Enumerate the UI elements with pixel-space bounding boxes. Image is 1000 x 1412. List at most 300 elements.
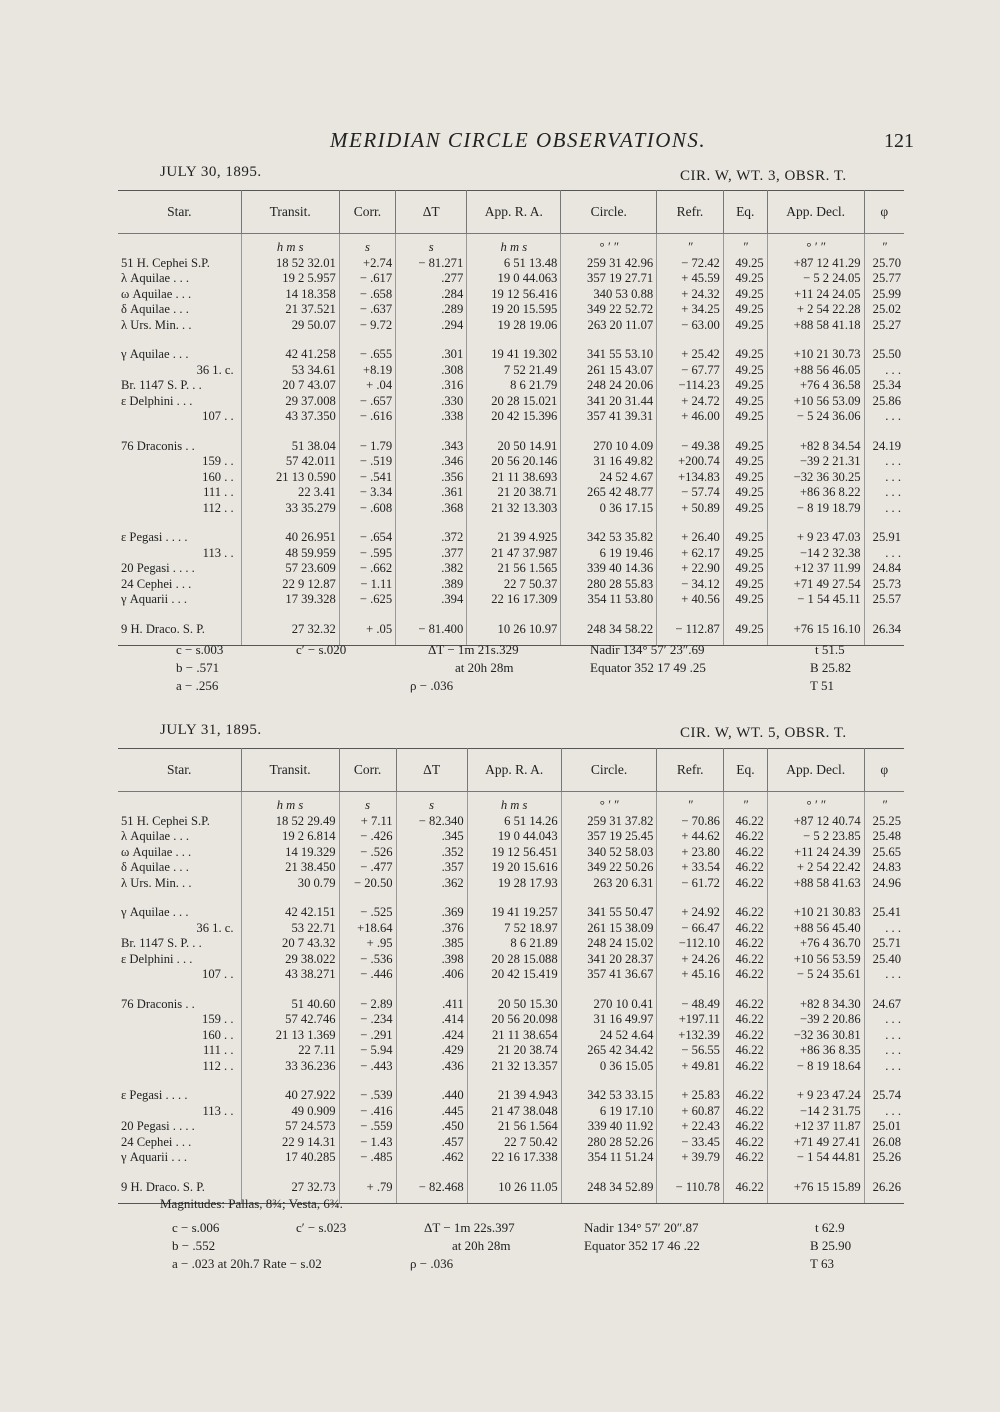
cell-phi: 25.73 <box>872 576 901 591</box>
cell-corr: − .559 <box>360 1119 393 1133</box>
cell-delta-t: .362 <box>441 875 464 890</box>
cell-circle: 0 36 15.05 <box>599 1058 654 1073</box>
s2-t: t 62.9 <box>815 1220 845 1235</box>
cell-corr: − 2.89 <box>360 996 393 1011</box>
cell-transit: 33 35.279 <box>285 500 336 515</box>
cell-star: 24 Cephei . . . <box>121 1134 192 1149</box>
cell-corr: − .234 <box>360 1012 393 1026</box>
cell-eq: 46.22 <box>735 1012 764 1026</box>
cell-refr: + 33.54 <box>681 860 720 874</box>
cell-star: 113 . . <box>202 1103 234 1118</box>
cell-app-decl: + 2 54 22.28 <box>796 302 861 316</box>
cell-eq: 49.25 <box>735 362 764 377</box>
running-title: MERIDIAN CIRCLE OBSERVATIONS. <box>330 128 707 152</box>
s2-c: c − s.006 <box>172 1220 220 1235</box>
cell-star: 111 . . <box>202 1043 234 1057</box>
cell-phi: 24.83 <box>872 860 901 874</box>
cell-circle: 339 40 14.36 <box>587 561 654 575</box>
column-header-transit: Transit. <box>241 191 339 234</box>
section2-setup: CIR. W, WT. 5, OBSR. T. <box>680 725 847 741</box>
cell-delta-t: .424 <box>441 1027 464 1042</box>
column-star <box>118 814 241 1204</box>
cell-app-ra: 20 50 15.30 <box>497 996 558 1011</box>
cell-app-ra: 20 28 15.088 <box>491 951 558 966</box>
cell-transit: 42 41.258 <box>285 347 336 361</box>
cell-delta-t: .457 <box>441 1134 464 1149</box>
cell-circle: 357 41 39.31 <box>587 409 654 423</box>
s2-at: at 20h 28m <box>452 1238 511 1253</box>
cell-app-decl: −32 36 30.81 <box>793 1027 861 1042</box>
cell-transit: 22 9 12.87 <box>282 576 336 591</box>
cell-eq: 49.25 <box>735 393 764 408</box>
cell-circle: 340 52 58.03 <box>587 844 654 859</box>
cell-eq: 46.22 <box>735 1088 764 1102</box>
cell-delta-t: .445 <box>441 1103 464 1118</box>
unit-label-eq: ″ <box>723 792 767 814</box>
cell-circle: 261 15 43.07 <box>587 362 654 377</box>
cell-phi: 25.25 <box>872 813 901 828</box>
cell-corr: − .485 <box>360 1150 393 1164</box>
cell-transit: 43 38.271 <box>285 967 336 981</box>
cell-delta-t: .377 <box>441 545 464 560</box>
cell-delta-t: .284 <box>441 286 464 301</box>
cell-circle: 263 20 6.31 <box>593 875 654 890</box>
cell-star: 51 H. Cephei S.P. <box>121 255 210 270</box>
cell-corr: − .608 <box>359 500 393 515</box>
s2-rho: ρ − .036 <box>410 1256 454 1271</box>
s1-equator: Equator 352 17 49 .25 <box>590 660 706 675</box>
s2-delta-t: ΔT − 1m 22s.397 <box>424 1220 515 1235</box>
cell-app-ra: 20 42 15.396 <box>491 409 558 423</box>
cell-app-decl: +88 58 41.18 <box>793 317 861 332</box>
cell-star: Br. 1147 S. P. . . <box>121 936 202 950</box>
cell-phi: . . . <box>885 920 901 935</box>
column-header-phi: φ <box>864 749 904 792</box>
column-app-decl <box>767 256 864 646</box>
cell-eq: 49.25 <box>735 317 764 332</box>
cell-refr: +200.74 <box>678 454 720 468</box>
cell-circle: 339 40 11.92 <box>587 1119 654 1133</box>
cell-app-decl: +76 4 36.58 <box>799 378 861 392</box>
cell-delta-t: − 82.468 <box>418 1179 464 1194</box>
cell-transit: 22 7.11 <box>298 1043 336 1057</box>
cell-refr: + 24.92 <box>681 905 720 919</box>
cell-phi: 25.74 <box>872 1088 901 1102</box>
cell-circle: 31 16 49.97 <box>593 1012 654 1026</box>
cell-refr: −112.10 <box>678 936 720 950</box>
column-app-ra <box>467 256 561 646</box>
cell-corr: + .05 <box>366 621 393 636</box>
column-delta-t <box>396 814 467 1204</box>
cell-delta-t: .345 <box>441 829 464 843</box>
cell-corr: − .443 <box>360 1058 393 1073</box>
cell-star: 20 Pegasi . . . . <box>121 1119 195 1133</box>
cell-eq: 46.22 <box>735 1134 764 1149</box>
cell-phi: 26.34 <box>872 621 901 636</box>
unit-label-circle: ° ′ ″ <box>561 234 657 256</box>
unit-label-eq: ″ <box>723 234 767 256</box>
cell-refr: + 50.89 <box>681 500 720 515</box>
cell-phi: 25.01 <box>872 1119 901 1133</box>
cell-phi: 25.26 <box>872 1150 901 1164</box>
cell-corr: − .617 <box>359 271 393 285</box>
cell-app-ra: 22 16 17.309 <box>491 592 558 606</box>
cell-eq: 46.22 <box>735 1179 764 1194</box>
cell-eq: 46.22 <box>735 1103 764 1118</box>
column-eq <box>723 814 767 1204</box>
cell-eq: 49.25 <box>735 438 764 453</box>
cell-app-decl: −32 36 30.25 <box>793 469 861 484</box>
cell-app-ra: 20 56 20.146 <box>491 454 558 468</box>
cell-corr: − .658 <box>359 286 393 301</box>
column-eq <box>723 256 767 646</box>
cell-delta-t: .372 <box>441 530 464 544</box>
cell-delta-t: .346 <box>441 454 464 468</box>
cell-app-ra: 21 47 37.987 <box>491 545 558 560</box>
cell-star: γ Aquilae . . . <box>121 905 189 919</box>
cell-app-decl: +87 12 41.29 <box>793 255 861 270</box>
unit-label-app-ra: h m s <box>467 234 561 256</box>
cell-refr: + 23.80 <box>681 844 720 859</box>
cell-phi: 25.77 <box>872 271 901 285</box>
cell-circle: 341 55 50.47 <box>587 905 654 919</box>
cell-app-decl: +76 15 16.10 <box>793 621 861 636</box>
cell-circle: 24 52 4.64 <box>599 1027 654 1042</box>
cell-transit: 53 34.61 <box>291 362 336 377</box>
cell-transit: 29 37.008 <box>285 393 336 408</box>
unit-label-refr: ″ <box>657 792 724 814</box>
cell-app-decl: +10 56 53.09 <box>793 393 861 408</box>
cell-app-ra: 10 26 10.97 <box>497 621 558 636</box>
cell-eq: 46.22 <box>735 860 764 874</box>
cell-app-ra: 19 28 17.93 <box>497 875 558 890</box>
cell-corr: − .519 <box>359 454 393 468</box>
cell-delta-t: .289 <box>441 302 464 316</box>
cell-star: 112 . . <box>202 500 234 515</box>
cell-transit: 20 7 43.32 <box>282 936 336 950</box>
cell-circle: 357 19 25.45 <box>587 829 654 843</box>
cell-app-ra: 7 52 21.49 <box>503 362 558 377</box>
cell-app-ra: 19 0 44.043 <box>497 829 558 843</box>
cell-phi: . . . <box>885 1043 901 1057</box>
cell-app-decl: − 1 54 45.11 <box>797 592 861 606</box>
cell-delta-t: .462 <box>441 1150 464 1164</box>
column-transit <box>241 256 339 646</box>
cell-eq: 46.22 <box>735 1043 764 1057</box>
cell-corr: − 1.11 <box>360 576 393 591</box>
cell-app-ra: 19 41 19.257 <box>491 905 558 919</box>
cell-app-ra: 19 20 15.616 <box>491 860 558 874</box>
cell-transit: 48 59.959 <box>285 545 336 560</box>
unit-label-star <box>118 792 241 814</box>
cell-phi: 25.41 <box>872 905 901 919</box>
cell-app-ra: 20 28 15.021 <box>491 393 558 408</box>
cell-phi: 25.40 <box>872 951 901 966</box>
cell-transit: 21 13 0.590 <box>275 469 336 484</box>
cell-app-ra: 21 56 1.565 <box>497 561 558 575</box>
column-star <box>118 256 241 646</box>
column-header-phi: φ <box>864 191 904 234</box>
cell-delta-t: .316 <box>441 378 464 392</box>
unit-label-phi: ″ <box>881 798 887 812</box>
cell-refr: − 61.72 <box>681 875 720 890</box>
cell-phi: 26.26 <box>872 1179 901 1194</box>
cell-corr: − .536 <box>360 951 393 966</box>
cell-circle: 270 10 0.41 <box>593 996 654 1011</box>
cell-circle: 280 28 52.26 <box>587 1134 654 1149</box>
cell-circle: 248 34 52.89 <box>587 1179 654 1194</box>
s1-c: c − s.003 <box>176 642 224 657</box>
cell-circle: 248 34 58.22 <box>587 621 654 636</box>
cell-phi: 25.70 <box>872 255 901 270</box>
cell-transit: 20 7 43.07 <box>282 378 336 392</box>
unit-label-delta-t: s <box>396 234 467 256</box>
cell-star: 107 . . <box>202 967 234 981</box>
cell-delta-t: .394 <box>441 592 464 606</box>
column-circle <box>561 256 657 646</box>
cell-transit: 17 39.328 <box>285 592 336 606</box>
cell-phi: 25.65 <box>872 844 901 859</box>
cell-circle: 340 53 0.88 <box>593 286 654 301</box>
cell-app-decl: − 5 2 24.05 <box>803 271 861 285</box>
cell-app-ra: 22 7 50.42 <box>504 1134 558 1149</box>
s2-c-prime: c′ − s.023 <box>296 1220 347 1235</box>
cell-app-decl: −39 2 21.31 <box>799 454 861 468</box>
cell-transit: 49 0.909 <box>291 1103 336 1118</box>
cell-corr: − 20.50 <box>354 875 393 890</box>
cell-corr: − .477 <box>360 860 393 874</box>
cell-eq: 49.25 <box>735 271 764 285</box>
cell-transit: 43 37.350 <box>285 409 336 423</box>
s2-magnitudes: Magnitudes: Pallas, 8¾; Vesta, 6¾. <box>160 1196 343 1211</box>
cell-refr: +134.83 <box>678 469 720 484</box>
cell-app-ra: 19 0 44.063 <box>497 271 558 285</box>
cell-delta-t: .357 <box>441 860 464 874</box>
cell-app-ra: 20 50 14.91 <box>497 438 558 453</box>
cell-delta-t: .389 <box>441 576 464 591</box>
cell-app-decl: + 9 23 47.03 <box>796 530 861 544</box>
cell-refr: + 44.62 <box>681 829 720 843</box>
cell-transit: 29 38.022 <box>285 951 336 966</box>
cell-corr: + .79 <box>366 1179 393 1194</box>
column-app-decl <box>767 814 864 1204</box>
cell-delta-t: .308 <box>441 362 464 377</box>
cell-refr: −114.23 <box>678 378 720 392</box>
cell-app-ra: 6 51 13.48 <box>503 255 558 270</box>
cell-star: λ Aquilae . . . <box>121 829 190 843</box>
cell-transit: 30 0.79 <box>297 875 336 890</box>
cell-refr: + 40.56 <box>681 592 720 606</box>
cell-app-decl: +88 56 45.40 <box>793 920 861 935</box>
cell-delta-t: .376 <box>441 920 464 935</box>
cell-corr: − .426 <box>360 829 393 843</box>
cell-delta-t: .301 <box>441 347 464 361</box>
column-header-corr: Corr. <box>339 191 395 234</box>
cell-delta-t: .429 <box>441 1043 464 1057</box>
cell-transit: 57 42.746 <box>285 1012 336 1026</box>
cell-star: λ Aquilae . . . <box>121 271 190 285</box>
unit-label-app-ra: h m s <box>467 792 561 814</box>
cell-transit: 51 38.04 <box>291 438 336 453</box>
cell-delta-t: .338 <box>441 409 464 423</box>
column-corr <box>339 814 396 1204</box>
cell-app-decl: +76 4 36.70 <box>799 936 861 950</box>
cell-delta-t: .385 <box>441 936 464 950</box>
cell-app-ra: 21 39 4.925 <box>497 530 558 544</box>
cell-transit: 21 38.450 <box>285 860 336 874</box>
cell-phi: 24.19 <box>872 438 901 453</box>
cell-refr: − 66.47 <box>681 920 720 935</box>
cell-circle: 248 24 20.06 <box>587 378 654 392</box>
column-transit <box>241 814 339 1204</box>
cell-transit: 22 9 14.31 <box>282 1134 336 1149</box>
cell-transit: 17 40.285 <box>285 1150 336 1164</box>
cell-app-ra: 21 39 4.943 <box>497 1088 558 1102</box>
column-header-app-ra: App. R. A. <box>467 191 561 234</box>
column-phi <box>864 814 904 1204</box>
cell-refr: − 48.49 <box>681 996 720 1011</box>
cell-transit: 40 27.922 <box>285 1088 336 1102</box>
unit-label-transit: h m s <box>241 792 339 814</box>
cell-eq: 49.25 <box>735 409 764 423</box>
cell-eq: 49.25 <box>735 561 764 575</box>
unit-label-refr: ″ <box>657 234 724 256</box>
cell-refr: − 56.55 <box>681 1043 720 1057</box>
cell-corr: + .95 <box>366 936 393 950</box>
cell-circle: 31 16 49.82 <box>593 454 654 468</box>
cell-phi: 25.91 <box>872 530 901 544</box>
cell-star: Br. 1147 S. P. . . <box>121 378 202 392</box>
cell-phi: 25.50 <box>872 347 901 361</box>
cell-corr: − .655 <box>359 347 393 361</box>
cell-refr: + 62.17 <box>681 545 720 560</box>
cell-refr: + 24.26 <box>681 951 720 966</box>
s2-B: B 25.90 <box>810 1238 852 1253</box>
column-header-transit: Transit. <box>241 749 339 792</box>
s1-B: B 25.82 <box>810 660 852 675</box>
s1-c-prime: c′ − s.020 <box>296 642 347 657</box>
column-header-eq: Eq. <box>723 749 767 792</box>
cell-app-decl: +86 36 8.22 <box>799 485 861 499</box>
cell-circle: 248 24 15.02 <box>587 936 654 950</box>
cell-delta-t: .343 <box>441 438 464 453</box>
cell-circle: 354 11 53.80 <box>587 592 654 606</box>
cell-delta-t: .450 <box>441 1119 464 1133</box>
cell-transit: 42 42.151 <box>285 905 336 919</box>
cell-transit: 19 2 5.957 <box>282 271 336 285</box>
cell-transit: 14 19.329 <box>285 844 336 859</box>
cell-corr: − .654 <box>359 530 393 544</box>
cell-delta-t: .330 <box>441 393 464 408</box>
cell-transit: 19 2 6.814 <box>282 829 336 843</box>
cell-app-ra: 21 11 38.693 <box>491 469 558 484</box>
s1-T: T 51 <box>810 678 834 693</box>
cell-phi: . . . <box>885 545 901 560</box>
s1-b: b − .571 <box>176 660 220 675</box>
cell-app-ra: 21 32 13.303 <box>491 500 558 515</box>
cell-phi: 25.48 <box>872 829 901 843</box>
cell-refr: + 60.87 <box>681 1103 720 1118</box>
cell-corr: − 9.72 <box>359 317 393 332</box>
cell-corr: − 1.43 <box>360 1134 393 1149</box>
s2-T: T 63 <box>810 1256 834 1271</box>
cell-delta-t: .440 <box>441 1088 464 1102</box>
cell-eq: 49.25 <box>735 485 764 499</box>
cell-eq: 46.22 <box>735 1027 764 1042</box>
cell-phi: . . . <box>885 362 901 377</box>
cell-phi: . . . <box>885 1058 901 1073</box>
cell-app-decl: + 9 23 47.24 <box>796 1088 861 1102</box>
cell-circle: 24 52 4.67 <box>599 469 654 484</box>
cell-refr: + 22.90 <box>681 561 720 575</box>
cell-star: γ Aquarii . . . <box>121 592 188 606</box>
cell-delta-t: .406 <box>441 967 464 981</box>
cell-phi: 25.71 <box>872 936 901 950</box>
cell-circle: 259 31 37.82 <box>587 813 654 828</box>
cell-circle: 270 10 4.09 <box>593 438 654 453</box>
cell-app-ra: 6 51 14.26 <box>504 813 558 828</box>
cell-star: 9 H. Draco. S. P. <box>121 621 205 636</box>
unit-label-star <box>118 234 241 256</box>
cell-refr: + 45.59 <box>681 271 720 285</box>
cell-app-decl: +86 36 8.35 <box>799 1043 861 1057</box>
cell-refr: − 112.87 <box>675 621 720 636</box>
cell-star: 111 . . <box>203 485 234 499</box>
column-header-star: Star. <box>118 749 241 792</box>
cell-star: 113 . . <box>202 545 234 560</box>
cell-app-decl: +10 56 53.59 <box>793 951 861 966</box>
cell-corr: − .416 <box>360 1103 393 1118</box>
cell-app-decl: +12 37 11.99 <box>794 561 861 575</box>
cell-app-decl: − 8 19 18.64 <box>796 1058 861 1073</box>
cell-circle: 259 31 42.96 <box>587 255 654 270</box>
cell-refr: + 24.32 <box>681 286 720 301</box>
cell-star: ω Aquilae . . . <box>121 286 192 301</box>
cell-eq: 46.22 <box>735 1150 764 1164</box>
cell-phi: 25.57 <box>872 592 901 606</box>
cell-refr: − 34.12 <box>681 576 720 591</box>
cell-eq: 49.25 <box>735 286 764 301</box>
cell-eq: 49.25 <box>735 255 764 270</box>
cell-circle: 341 20 31.44 <box>587 393 654 408</box>
s1-t: t 51.5 <box>815 642 845 657</box>
cell-phi: . . . <box>885 1103 901 1118</box>
cell-refr: − 67.77 <box>681 362 720 377</box>
cell-circle: 265 42 34.42 <box>587 1043 654 1057</box>
cell-app-decl: − 5 2 23.85 <box>803 829 861 843</box>
cell-refr: + 46.00 <box>681 409 720 423</box>
cell-app-decl: −39 2 20.86 <box>799 1012 861 1026</box>
s1-nadir: Nadir 134° 57′ 23″.69 <box>590 642 705 657</box>
cell-corr: +8.19 <box>362 362 393 377</box>
cell-app-decl: − 1 54 44.81 <box>796 1150 861 1164</box>
cell-app-ra: 10 26 11.05 <box>498 1179 558 1194</box>
cell-refr: + 22.43 <box>681 1119 720 1133</box>
cell-transit: 27 32.32 <box>291 621 336 636</box>
column-header-star: Star. <box>118 191 241 234</box>
cell-eq: 46.22 <box>735 1058 764 1073</box>
cell-app-decl: +88 58 41.63 <box>793 875 861 890</box>
cell-app-ra: 8 6 21.79 <box>510 378 558 392</box>
cell-refr: + 45.16 <box>681 967 720 981</box>
cell-transit: 53 22.71 <box>291 920 336 935</box>
cell-circle: 341 20 28.37 <box>587 951 654 966</box>
cell-refr: − 72.42 <box>681 255 720 270</box>
cell-phi: 26.08 <box>872 1134 901 1149</box>
cell-circle: 349 22 52.72 <box>587 302 654 316</box>
cell-refr: − 49.38 <box>681 438 720 453</box>
unit-label-circle: ° ′ ″ <box>561 792 657 814</box>
